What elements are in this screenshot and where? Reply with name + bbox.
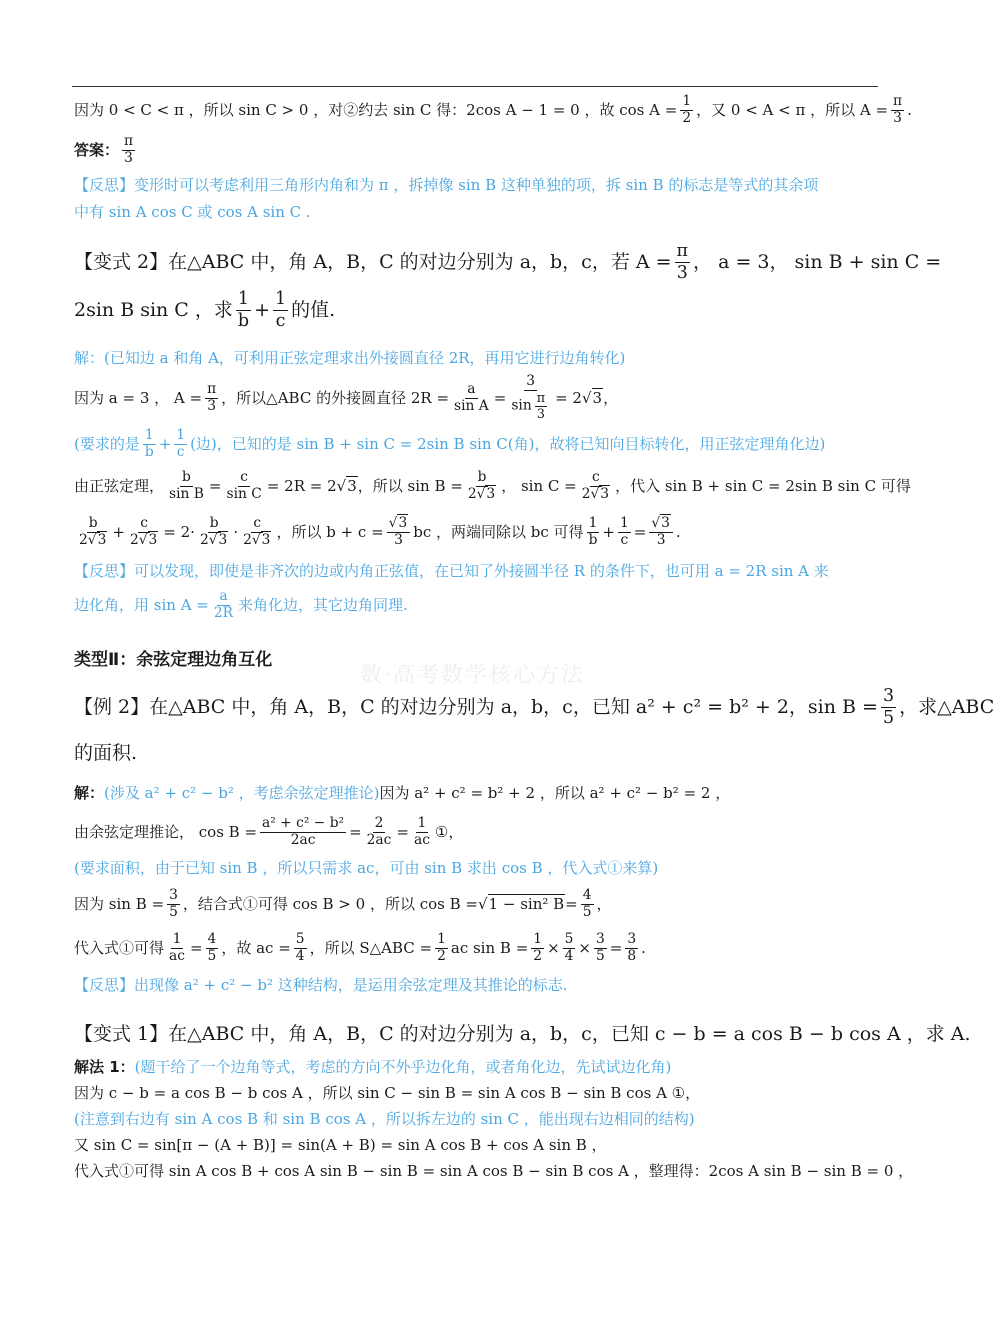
numerator: 5	[295, 930, 305, 947]
text: 由余弦定理推论， cos B =	[74, 822, 258, 841]
fraction	[77, 516, 109, 549]
text: =	[396, 822, 409, 841]
fraction	[509, 374, 552, 421]
fraction	[435, 932, 448, 965]
text: 2	[243, 531, 252, 548]
text: ，求△ABC	[899, 695, 994, 718]
text: =	[349, 822, 362, 841]
text: (要求的是	[74, 434, 140, 453]
text: =	[189, 938, 203, 957]
radicand: 3	[486, 485, 496, 502]
fraction	[452, 382, 491, 415]
text: = 2·	[163, 522, 195, 541]
variant2-question-line	[74, 284, 878, 336]
example2-solution-2	[74, 810, 878, 854]
answer-line	[74, 128, 878, 172]
denominator: 2	[437, 947, 446, 964]
text: 【例 2】在△ABC 中，角 A，B，C 的对边分别为 a，b，c，已知 a² + c² = b² + 2，sin B =	[74, 695, 878, 718]
denominator	[241, 533, 273, 549]
example2-solution-3	[74, 882, 878, 926]
text: 2	[129, 531, 139, 548]
text: 2	[467, 485, 477, 502]
radicand: 3	[592, 388, 603, 407]
text: +	[254, 298, 270, 321]
denominator	[509, 391, 552, 421]
numerator: 4	[207, 930, 217, 947]
fraction	[122, 134, 135, 167]
sqrt	[387, 516, 411, 533]
denominator: 2ac	[290, 831, 316, 848]
numerator: 3	[526, 373, 536, 390]
radicand: 3	[661, 514, 670, 531]
fraction	[625, 932, 638, 965]
numerator: 1	[533, 930, 543, 947]
fraction	[143, 428, 156, 461]
numerator: 3	[627, 930, 637, 947]
fraction	[260, 816, 346, 849]
denominator: sin C	[226, 485, 262, 502]
text: .	[641, 938, 646, 957]
variant2-title-line	[74, 240, 942, 284]
denominator: 3	[676, 262, 688, 283]
text: 边化角，用 sin A =	[74, 595, 209, 614]
numerator: c	[253, 514, 262, 531]
denominator	[466, 487, 498, 503]
reflection-line-2: 中有 sin A cos C 或 cos A sin C .	[74, 203, 311, 221]
numerator: 3	[596, 930, 605, 947]
text: 【变式 2】在△ABC 中，角 A，B，C 的对边分别为 a，b，c，若 A =	[74, 250, 672, 273]
denominator: 3	[656, 531, 666, 548]
denominator: b	[237, 310, 250, 331]
denominator: 5	[596, 947, 605, 964]
numerator: a	[219, 587, 228, 604]
solution-line-3	[74, 508, 878, 556]
denominator: 2	[533, 947, 543, 964]
numerator: π	[893, 92, 903, 109]
text-line-1	[74, 92, 912, 128]
method1-line-3: 又 sin C = sin[π − (A + B)] = sin(A + B) = sin A cos B + cos A sin B ，	[74, 1135, 607, 1154]
denominator: 4	[295, 947, 305, 964]
denominator: sin A	[454, 397, 489, 414]
sqrt	[478, 894, 565, 913]
fraction	[273, 289, 288, 330]
denominator	[198, 533, 230, 549]
example2-line-2: 的面积.	[74, 741, 138, 764]
fraction	[365, 816, 394, 849]
radicand: 3	[97, 531, 107, 548]
text: 的值.	[291, 298, 336, 321]
solution-label: 解：	[74, 783, 105, 802]
numerator: 1	[588, 514, 598, 531]
numerator: 4	[582, 886, 592, 903]
denominator: 3	[124, 149, 133, 166]
example2-solution-1	[74, 776, 878, 810]
text: (边)，已知的是 sin B + sin C = 2sin B sin C(角)，故将已知向目标转化，用正弦定理角化边)	[190, 434, 826, 453]
sqrt	[209, 533, 229, 549]
fraction	[594, 932, 607, 965]
text: +	[158, 434, 172, 453]
denominator: c	[176, 443, 185, 460]
numerator: b	[477, 468, 487, 485]
text: 来角化边，其它边角同理.	[238, 595, 408, 614]
numerator: π	[207, 380, 217, 397]
text: 解：(已知边 a 和角 A，可利用正弦定理求出外接圆直径 2R，再用它进行边角转化)	[74, 348, 626, 367]
numerator: 1	[172, 930, 182, 947]
fraction	[581, 888, 594, 921]
denominator: 5	[169, 903, 178, 920]
text: 因为 a = 3 ， A =	[74, 388, 203, 407]
text: 因为 a² + c² = b² + 2 ，所以 a² + c² − b² = 2 ，	[379, 783, 731, 802]
fraction	[587, 516, 600, 549]
denominator: sin B	[169, 485, 204, 502]
fraction	[535, 391, 547, 421]
hint: (题干给了一个边角等式，考虑的方向不外乎边化角，或者角化边，先试试边化角)	[134, 1057, 672, 1076]
denominator: c	[275, 310, 286, 331]
denominator: 4	[564, 947, 574, 964]
fraction	[466, 470, 498, 503]
numerator: b	[88, 514, 98, 531]
text: ac sin B =	[450, 938, 529, 957]
fraction	[680, 94, 693, 127]
sqrt	[477, 487, 497, 503]
text: ，	[603, 388, 619, 407]
numerator: 1	[176, 426, 186, 443]
solution-line-1	[74, 372, 878, 424]
fraction	[649, 516, 673, 549]
text: ①，	[434, 822, 464, 841]
reflection-line-1: 【反思】变形时可以考虑利用三角形内角和为 π ，拆掉像 sin B 这种单独的项，拆 sin B 的标志是等式的其余项	[74, 176, 819, 194]
denominator: 5	[207, 947, 217, 964]
method1-line-4: 代入式①可得 sin A cos B + cos A sin B − sin B = sin A cos B − sin B cos A ，整理得：2cos A sin B − sin B = 0 ，	[74, 1161, 914, 1180]
numerator: 1	[682, 92, 692, 109]
text: 2	[199, 531, 209, 548]
hint: (涉及 a² + c² − b² ，考虑余弦定理推论)	[104, 783, 380, 802]
text: ，故 ac =	[221, 938, 291, 957]
text: 由正弦定理，	[74, 476, 165, 495]
fraction	[167, 932, 187, 965]
denominator: 2R	[213, 604, 234, 621]
fraction	[198, 516, 230, 549]
answer-label: 答案：	[74, 140, 120, 159]
numerator: 1	[274, 289, 287, 310]
header-rule	[72, 86, 878, 87]
sqrt	[649, 516, 673, 533]
sqrt	[139, 533, 159, 549]
text: ，结合式①可得 cos B > 0 ，所以 cos B =	[182, 894, 478, 913]
solution-line-2	[74, 464, 911, 508]
fraction	[294, 932, 307, 965]
numerator: b	[209, 514, 219, 531]
method1-line-1	[74, 1054, 878, 1080]
numerator: π	[536, 390, 546, 406]
example2-line-1	[74, 684, 994, 730]
text: 2sin B sin C ，求	[74, 298, 233, 321]
sqrt	[590, 487, 610, 503]
example2-solution-4	[74, 926, 878, 970]
text: =	[208, 476, 222, 495]
text: =	[493, 388, 507, 407]
numerator: 5	[564, 930, 574, 947]
numerator: π	[124, 132, 134, 149]
denominator: 2	[682, 109, 692, 126]
fraction	[563, 932, 576, 965]
denominator: 2ac	[366, 831, 392, 848]
sqrt	[582, 388, 603, 407]
numerator: b	[182, 468, 191, 485]
text: 因为 sin B =	[74, 894, 165, 913]
reflection-line-5: 【反思】出现像 a² + c² − b² 这种结构，是运用余弦定理及其推论的标志.	[74, 975, 568, 994]
text: = 2	[555, 388, 582, 407]
denominator: ac	[413, 831, 430, 848]
radicand: 3	[148, 531, 158, 548]
denominator	[77, 533, 109, 549]
text: 因为 0 < C < π ，所以 sin C > 0 ，对②约去 sin C 得：2cos A − 1 = 0 ，故 cos A =	[74, 100, 678, 119]
numerator: 3	[882, 686, 895, 707]
sqrt	[252, 533, 272, 549]
text: ×	[578, 938, 591, 957]
section-title: 类型Ⅱ：余弦定理边角互化	[74, 649, 273, 670]
denominator: 8	[627, 947, 637, 964]
text: +	[602, 522, 615, 541]
variant1-title-line: 【变式 1】在△ABC 中，角 A，B，C 的对边分别为 a，b，c，已知 c − b = a cos B − b cos A ，求 A.	[74, 1022, 971, 1045]
fraction	[675, 241, 690, 282]
fraction	[580, 470, 612, 503]
fraction	[206, 932, 219, 965]
example2-hint: (要求面积，由于已知 sin B ，所以只需求 ac，可由 sin B 求出 cos B ，代入式①来算)	[74, 858, 659, 877]
numerator: 3	[169, 886, 178, 903]
numerator: c	[240, 468, 249, 485]
sqrt	[88, 533, 108, 549]
denominator: 3	[893, 109, 902, 126]
text: ，代入 sin B + sin C = 2sin B sin C 可得	[615, 476, 911, 495]
denominator: 5	[582, 903, 592, 920]
radicand: 1 − sin² B	[488, 894, 565, 913]
text: .	[907, 100, 912, 119]
text: sin	[511, 397, 532, 414]
radicand: 3	[261, 531, 271, 548]
numerator: 1	[417, 814, 427, 831]
denominator: c	[620, 531, 629, 548]
fraction	[531, 932, 544, 965]
text: ， a = 3， sin B + sin C =	[693, 250, 942, 273]
text: ×	[547, 938, 560, 957]
document-body	[74, 92, 994, 1184]
numerator: a² + c² − b²	[262, 814, 345, 831]
denominator: b	[144, 443, 154, 460]
method1-line-2: 因为 c − b = a cos B − b cos A ，所以 sin C − sin B = sin A cos B − sin B cos A ①，	[74, 1083, 701, 1102]
text: ， sin C =	[501, 476, 577, 495]
reflection-line-3: 【反思】可以发现，即使是非齐次的边或内角正弦值，在已知了外接圆半径 R 的条件下，也可用 a = 2R sin A 来	[74, 561, 829, 580]
radicand: 3	[347, 476, 357, 495]
fraction	[167, 888, 180, 921]
text: ，所以 b + c =	[276, 522, 384, 541]
fraction	[387, 516, 411, 549]
fraction	[881, 686, 896, 727]
text: .	[675, 522, 681, 541]
text: = 2R = 2	[266, 476, 337, 495]
text: 代入式①可得	[74, 938, 165, 957]
text: ，所以 sin B =	[357, 476, 463, 495]
method1-hint: (注意到右边有 sin A cos B 和 sin B cos A ，所以拆左边的 sin C ，能出现右边相同的结构)	[74, 1109, 695, 1128]
text: ，所以 S△ABC =	[309, 938, 433, 957]
fraction	[618, 516, 631, 549]
denominator: b	[588, 531, 598, 548]
fraction	[241, 516, 273, 549]
numerator: c	[140, 514, 148, 531]
text: 2	[581, 485, 591, 502]
text: 2	[79, 531, 88, 548]
radicand: 3	[600, 485, 610, 502]
fraction	[412, 816, 432, 849]
denominator	[580, 487, 612, 503]
solution-note	[74, 344, 878, 372]
denominator	[128, 533, 160, 549]
radicand: 3	[398, 514, 408, 531]
reflection-line-4	[74, 586, 878, 624]
fraction	[174, 428, 187, 461]
numerator: 1	[437, 930, 446, 947]
text: ，	[596, 894, 612, 913]
method-label: 解法 1：	[74, 1057, 135, 1076]
numerator: a	[467, 380, 476, 397]
denominator: ac	[169, 947, 185, 964]
text: ，所以△ABC 的外接圆直径 2R =	[221, 388, 450, 407]
numerator: 1	[237, 289, 250, 310]
numerator: 1	[144, 426, 154, 443]
denominator: 3	[536, 405, 545, 421]
text: =	[633, 522, 647, 541]
fraction	[167, 470, 206, 503]
denominator: 5	[882, 707, 895, 728]
text: =	[609, 938, 623, 957]
radicand: 3	[218, 531, 228, 548]
text: ，又 0 < A < π ，所以 A =	[696, 100, 889, 119]
numerator: 2	[374, 814, 384, 831]
fraction	[225, 470, 264, 503]
sqrt	[337, 476, 358, 495]
fraction	[891, 94, 904, 127]
text: bc ，两端同除以 bc 可得	[413, 522, 584, 541]
watermark: 数·高考数学核心方法	[360, 663, 585, 688]
fraction	[205, 382, 218, 415]
text: =	[565, 894, 578, 913]
fraction	[128, 516, 160, 549]
fraction	[236, 289, 251, 330]
numerator: c	[592, 468, 600, 485]
denominator: 3	[394, 531, 403, 548]
numerator: 1	[619, 514, 629, 531]
hint-line	[74, 424, 878, 464]
text: ·	[233, 522, 239, 541]
text: +	[112, 522, 125, 541]
fraction	[212, 589, 235, 622]
denominator: 3	[207, 397, 216, 414]
numerator: π	[676, 241, 689, 262]
